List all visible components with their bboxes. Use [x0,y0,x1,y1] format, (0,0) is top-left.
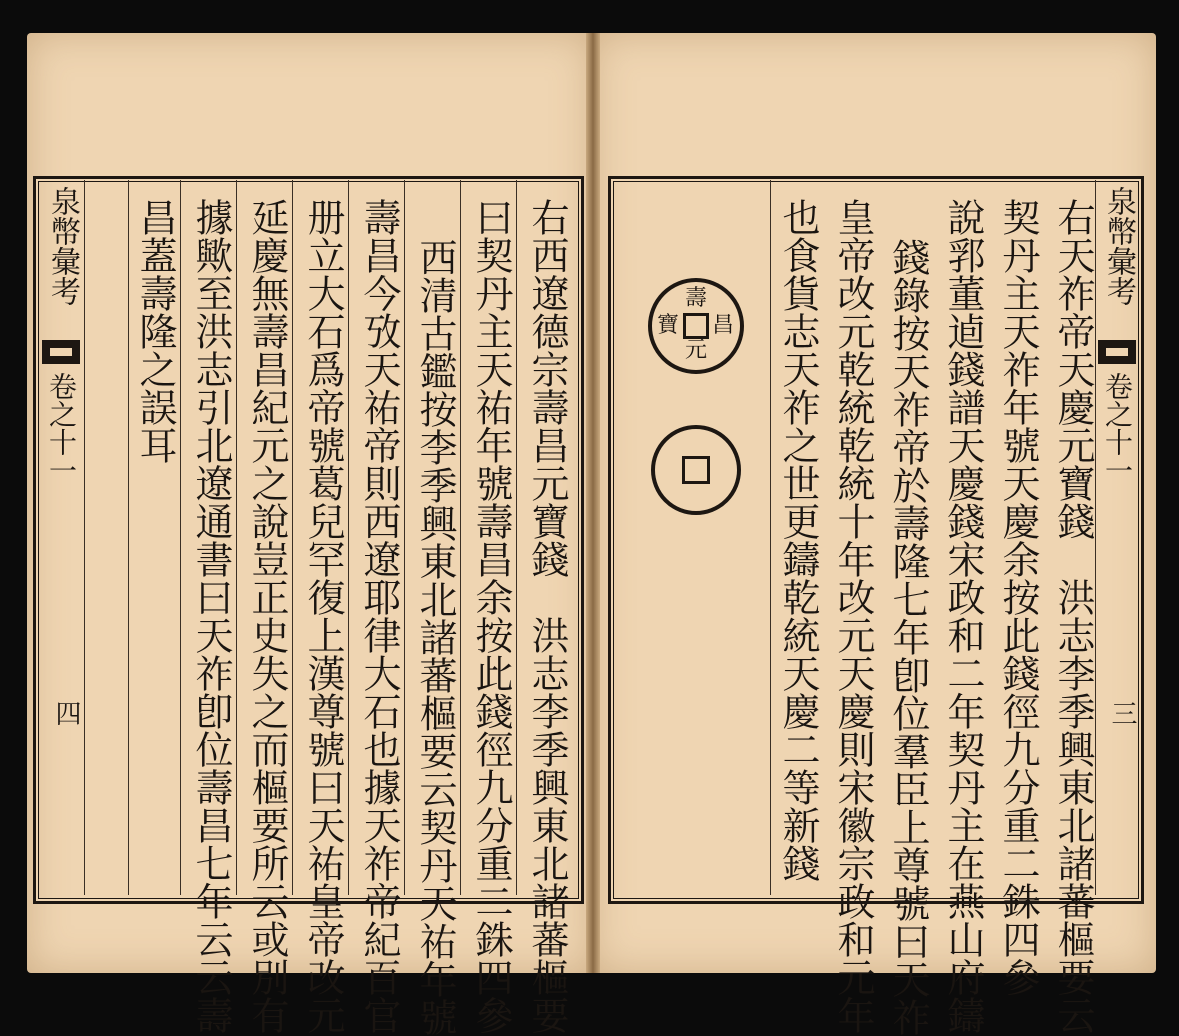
right-text-column-1: 右天祚帝天慶元寶錢 洪志李季興東北諸蕃樞要云 [1051,198,1095,1034]
left-spine-title: 泉幣彙考 [45,186,80,306]
left-text-column-7: 據歟至洪志引北遼通書曰天祚卽位壽昌七年云云壽 [189,198,233,1034]
left-text-column-8: 昌蓋壽隆之誤耳 [133,198,177,464]
left-text-column-3: 西清古鑑按李季興東北諸蕃樞要云契丹天祐年號 [413,238,457,1036]
left-spine-volume: 卷之十一 [45,372,78,484]
left-text-column-4: 壽昌今攷天祐帝則西遼耶律大石也據天祚帝紀百官 [357,198,401,1034]
left-spine-folio: 四 [51,700,81,726]
right-text-column-2: 契丹主天祚年號天慶余按此錢徑九分重二銖四參 [996,198,1040,996]
column-rule [292,180,293,895]
column-rule [460,180,461,895]
left-text-column-6: 延慶無壽昌紀元之說豈正史失之而樞要所云或別有 [245,198,289,1034]
left-page-spine [42,180,80,895]
column-rule [180,180,181,895]
right-page-spine [1098,180,1136,895]
right-spine-volume: 卷之十一 [1101,372,1134,484]
column-rule [348,180,349,895]
column-rule [236,180,237,895]
column-rule [84,180,85,895]
fish-tail-mark [1098,340,1136,364]
coin-legend-left: 寶 [657,313,680,338]
right-text-column-4: 錢錄按天祚帝於壽隆七年卽位羣臣上尊號曰天祚 [886,238,930,1036]
coin-legend-top: 壽 [685,286,708,311]
right-spine-folio: 三 [1107,700,1137,726]
column-rule [770,180,771,895]
right-text-column-5: 皇帝改元乾統乾統十年改元天慶則宋徽宗政和元年 [831,198,875,1034]
column-rule [404,180,405,895]
left-text-column-5: 册立大石爲帝號葛兒罕復上漢尊號曰天祐皇帝改元 [301,198,345,1034]
right-text-column-6: 也食貨志天祚之世更鑄乾統天慶二等新錢 [776,198,820,882]
column-rule [128,180,129,895]
right-text-column-3: 說郛董逌錢譜天慶錢宋政和二年契丹主在燕山府鑄 [941,198,985,1034]
coin-legend-bottom: 元 [685,338,708,363]
column-rule [516,180,517,895]
left-text-column-1: 右西遼德宗壽昌元寶錢 洪志李季興東北諸蕃樞要 [525,198,569,1034]
book-gutter [586,33,600,973]
coin-reverse-illustration [651,425,741,515]
fish-tail-mark [42,340,80,364]
coin-legend-right: 昌 [712,313,735,338]
left-text-column-2: 曰契丹主天祐年號壽昌余按此錢徑九分重二銖四參 [469,198,513,1034]
coin-square-hole [682,456,710,484]
right-spine-title: 泉幣彙考 [1101,186,1136,306]
coin-square-hole [683,313,709,339]
coin-obverse-illustration [648,278,744,374]
